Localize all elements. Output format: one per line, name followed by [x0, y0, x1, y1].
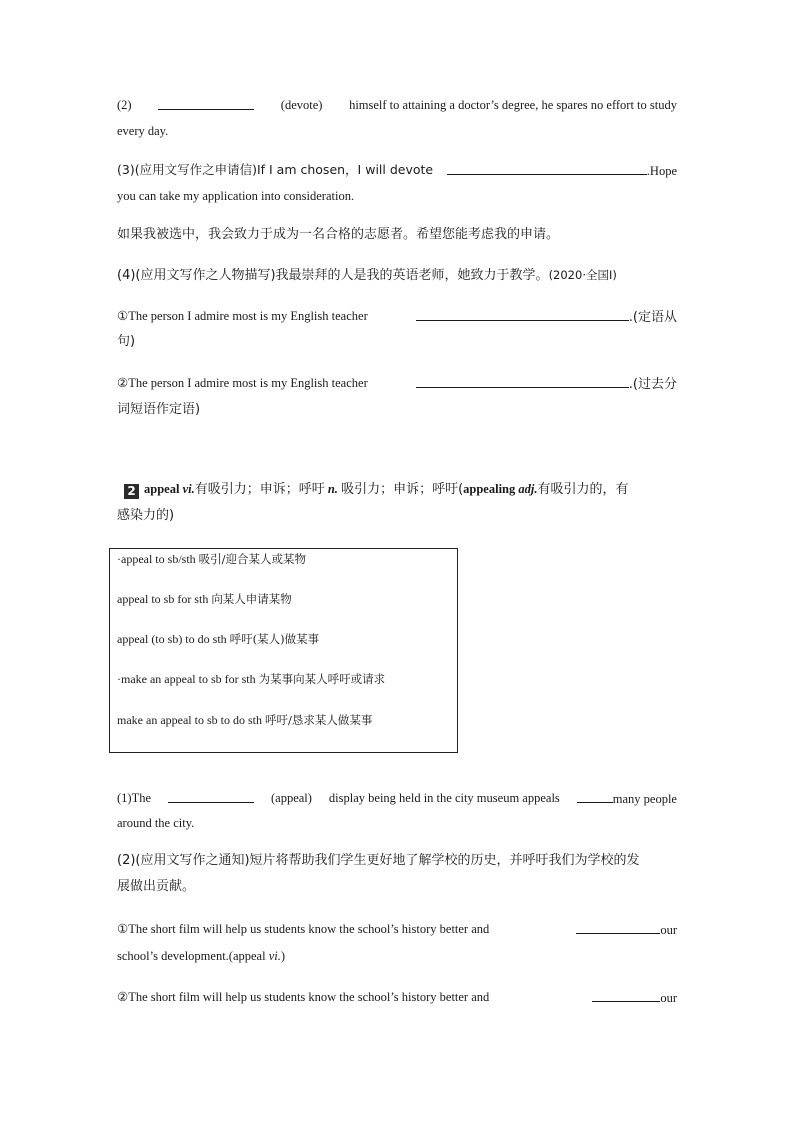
- ex1-mid: display being held in the city museum appeals: [328, 791, 560, 805]
- phrase-cn: 吸引/迎合某人或某物: [198, 552, 307, 566]
- q2-cont: every day.: [117, 124, 169, 138]
- ex1-blank1[interactable]: [168, 789, 254, 803]
- entry-number-badge: 2: [124, 484, 139, 499]
- phrase-item: [117, 631, 319, 647]
- q4-a-note2: 句): [117, 334, 136, 349]
- phrase-en: ·appeal to sb/sth: [117, 552, 196, 566]
- q4-b-blank[interactable]: [416, 374, 629, 388]
- ex2-b-text: ②The short film will help us students know the school’s history better and: [117, 990, 490, 1004]
- q4-title-line: [117, 266, 617, 285]
- ex2-a-after: our: [660, 923, 677, 937]
- ex1-cont: around the city.: [117, 816, 195, 830]
- q4-title: (4)(应用文写作之人物描写)我最崇拜的人是我的英语老师，她致力于教学。: [117, 268, 549, 283]
- entry-pos2: n.: [327, 482, 338, 496]
- ex2-b-line: [117, 988, 677, 1007]
- ex1-blank2[interactable]: [577, 789, 613, 803]
- phrase-item: [117, 551, 306, 567]
- q3-line: [117, 161, 677, 180]
- q2-line: [117, 96, 677, 114]
- ex2-a-line: [117, 920, 677, 939]
- phrase-en: appeal to sb for sth: [117, 592, 209, 606]
- ex2-a-cont: school’s development.(appeal: [117, 949, 266, 963]
- ex1-after: many people: [612, 792, 677, 806]
- entry-meaning3: 有吸引力的，有: [537, 482, 629, 497]
- entry-meaning1: 有吸引力；申诉；呼吁: [194, 482, 325, 497]
- phrase-cn: 为某事向某人呼吁或请求: [258, 672, 386, 686]
- ex2-a-blank[interactable]: [576, 920, 660, 934]
- q2-blank[interactable]: [158, 96, 254, 110]
- entry-word: appeal: [144, 482, 180, 496]
- q4-b-note: .(过去分: [628, 377, 677, 392]
- q3-blank[interactable]: [447, 161, 647, 175]
- q4-b-note2: 词短语作定语): [117, 402, 201, 417]
- q3-cont: you can take my application into consideration.: [117, 189, 355, 203]
- q2-rest: himself to attaining a doctor’s degree, he spares no effort to study: [349, 98, 677, 112]
- phrase-box: [109, 548, 458, 753]
- entry-pos1: vi.: [182, 482, 195, 496]
- ex2-a-close: ): [280, 949, 286, 963]
- ex1-hint: (appeal): [270, 791, 312, 805]
- phrase-cn: 呼吁/恳求某人做某事: [264, 713, 373, 727]
- phrase-en: make an appeal to sb to do sth: [117, 713, 262, 727]
- ex2-b-after: our: [660, 991, 677, 1005]
- phrase-en: ·make an appeal to sb for sth: [117, 672, 256, 686]
- entry-deriv: appealing: [463, 482, 516, 496]
- entry-pos3: adj.: [518, 482, 538, 496]
- phrase-item: [117, 591, 292, 607]
- q4-a-blank[interactable]: [416, 307, 629, 321]
- q2-hint: (devote): [280, 98, 323, 112]
- ex2-a-pos: vi.: [268, 949, 281, 963]
- ex2-a-cont-line: [117, 947, 285, 965]
- ex2-a-text: ①The short film will help us students know the school’s history better and: [117, 922, 490, 936]
- entry-meaning3-cont: 感染力的): [117, 508, 175, 523]
- phrase-item: [117, 671, 385, 687]
- q4-a-note: .(定语从: [628, 310, 677, 325]
- q3-cn: 如果我被选中，我会致力于成为一名合格的志愿者。希望您能考虑我的申请。: [117, 227, 560, 242]
- entry-heading: [124, 480, 629, 499]
- q4-b-text: ②The person I admire most is my English teacher: [117, 376, 368, 390]
- ex1-prefix: (1)The: [117, 791, 152, 805]
- q4-a-line: [117, 307, 677, 327]
- q3-after: .Hope: [646, 164, 677, 178]
- entry-meaning2: 吸引力；申诉；呼吁(: [341, 482, 464, 497]
- ex2-b-blank[interactable]: [592, 988, 660, 1002]
- phrase-item: [117, 712, 372, 728]
- ex2-title-cont: 展做出贡献。: [117, 879, 196, 894]
- q2-prefix: (2): [117, 98, 132, 112]
- q4-source: (2020·全国Ⅰ): [548, 268, 617, 282]
- phrase-en: appeal (to sb) to do sth: [117, 632, 227, 646]
- ex1-line: [117, 789, 677, 808]
- q4-b-line: [117, 374, 677, 394]
- q4-a-text: ①The person I admire most is my English teacher: [117, 309, 368, 323]
- phrase-cn: 呼吁(某人)做某事: [229, 632, 320, 646]
- q3-prefix: (3)(应用文写作之申请信)If I am chosen，I will devote: [117, 162, 434, 177]
- phrase-cn: 向某人申请某物: [211, 592, 292, 606]
- ex2-title: (2)(应用文写作之通知)短片将帮助我们学生更好地了解学校的历史，并呼吁我们为学校的发: [117, 853, 640, 868]
